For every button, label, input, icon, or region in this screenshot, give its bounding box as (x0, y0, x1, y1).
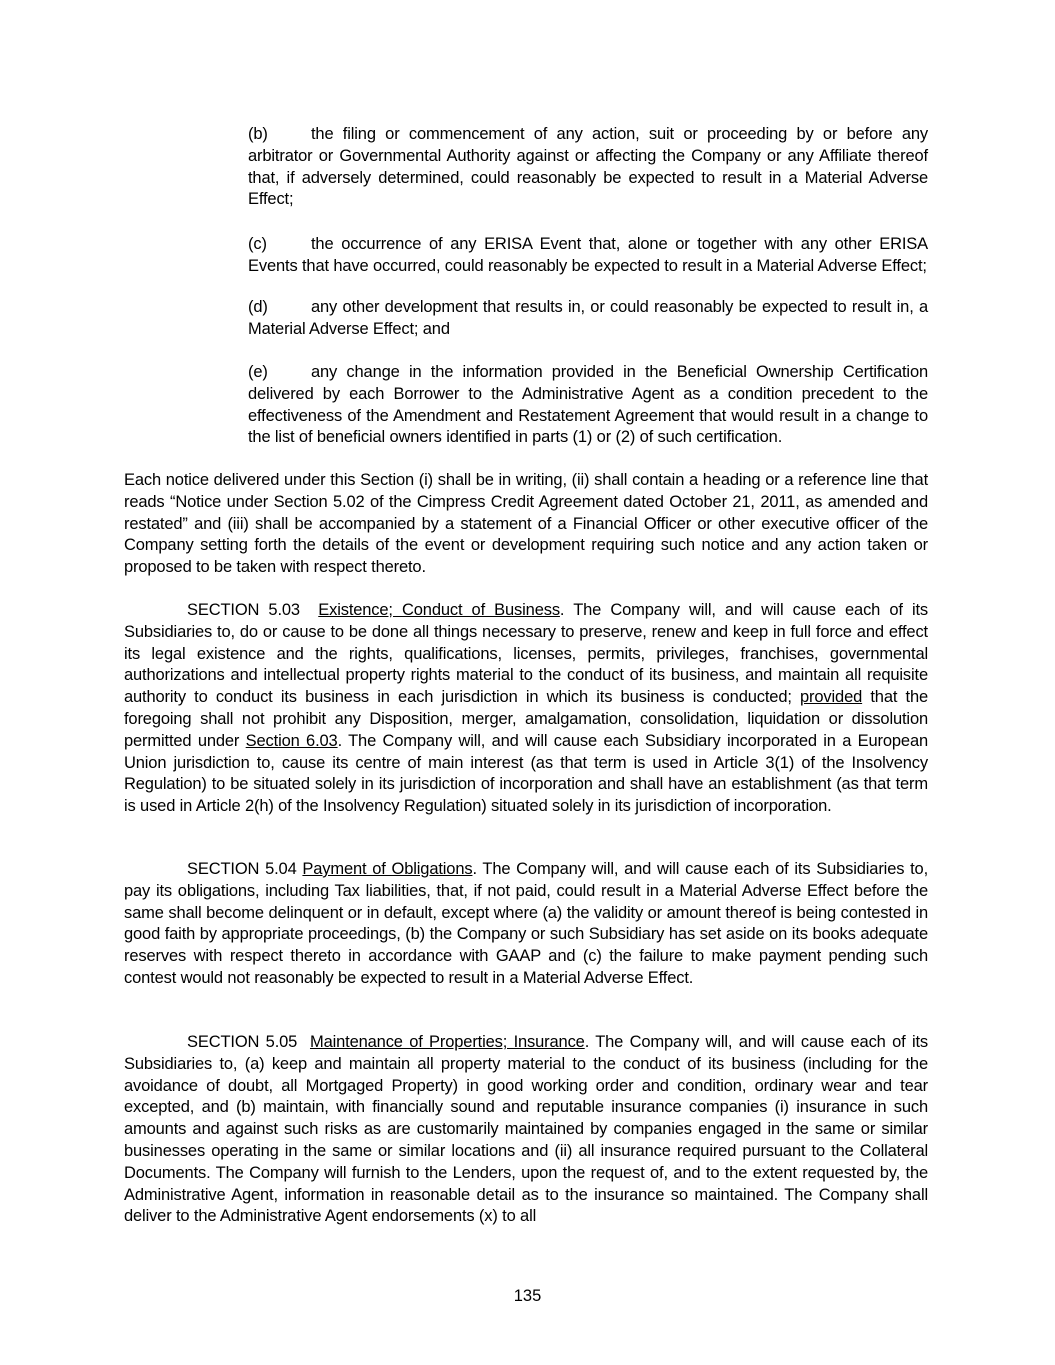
section-text: . The Company will, and will cause each of its Subsidiaries to, do or cause to be done all things necessary to preserve, renew and keep in full force and effect its legal existence and the rights, qualifications, licenses, permits, privileges, franchises, governmental authorizations and intellectual property rights material to the conduct of its business, and maintain all requisite authority to conduct its business in each jurisdiction in which its business is conducted; (124, 601, 928, 707)
section-text: . The Company will, and will cause each Subsidiary incorporated in a European Union jurisdiction to, cause its centre of main interest (as that term is used in Article 3(1) of the Insolvency Regulation) to be situated solely in its jurisdiction of incorporation and shall have an establishment (as that term is used in Article 2(h) of the Insolvency Regulation) situated solely in its jurisdiction of incorporation. (124, 731, 929, 816)
provided-term: provided (800, 688, 863, 707)
section-text: that the foregoing shall not prohibit any Disposition, merger, amalgamation, consolidation, liquidation or dissolution permitted under (124, 688, 928, 750)
clause-label: (e) (248, 363, 268, 381)
section-5-05 (124, 1032, 928, 1228)
section-title: Maintenance of Properties; Insurance (309, 1033, 585, 1051)
section-number: SECTION 5.05 (187, 1033, 298, 1051)
section-text: . The Company will, and will cause each of its Subsidiaries to, (a) keep and maintain all property material to the conduct of its business (including for the avoidance of doubt, all Mortgaged Property) in good working order and condition, ordinary wear and tear excepted, and (b) maintain, with financially sound and reputable insurance companies (i) insurance in such amounts and against such risks as are customarily maintained by companies engaged in the same or similar businesses operating in the same or similar locations and (ii) all insurance required pursuant to the Collateral Documents. The Company will furnish to the Lenders, upon the request of, and to the extent requested by, the Administrative Agent, information in reasonable detail as to the insurance so maintained. The Company shall deliver to the Administrative Agent endorsements (x) to all (124, 1033, 929, 1226)
clause-text: the occurrence of any ERISA Event that, alone or together with any other ERISA Events that have occurred, could reasonably be expected to result in a Material Adverse Effect; (248, 235, 928, 275)
clause-text: any change in the information provided in the Beneficial Ownership Certification delivered by each Borrower to the Administrative Agent as a condition precedent to the effectiveness of the Amendment and Restatement Agreement that would result in a change to the list of beneficial owners identified in parts (1) or (2) of such certification. (248, 363, 928, 447)
clause-c (187, 234, 928, 278)
section-number: SECTION 5.03 (187, 601, 300, 619)
section-text: . The Company will, and will cause each of its Subsidiaries to, pay its obligations, including Tax liabilities, that, if not paid, could result in a Material Adverse Effect before the same shall become delinquent or in default, except where (a) the validity or amount thereof is being contested in good faith by appropriate proceedings, (b) the Company or such Subsidiary has set aside on its books adequate reserves with respect thereto in accordance with GAAP and (c) the failure to make payment pending such contest would not reasonably be expected to result in a Material Adverse Effect. (124, 860, 929, 987)
clause-text: any other development that results in, or could reasonably be expected to result in, a Material Adverse Effect; and (248, 298, 928, 338)
section-reference: Section 6.03 (245, 731, 338, 750)
clause-b (187, 124, 928, 211)
section-title: Payment of Obligations (302, 860, 473, 878)
page-number: 135 (513, 1287, 542, 1305)
clause-label: (c) (248, 235, 267, 253)
clause-text: the filing or commencement of any action, suit or proceeding by or before any arbitrator or Governmental Authority against or affecting the Company or any Affiliate thereof that, if adversely determined, could reasonably be expected to result in a Material Adverse Effect; (248, 125, 928, 209)
section-number: SECTION 5.04 (187, 860, 297, 878)
clause-label: (b) (248, 125, 268, 143)
section-5-03 (124, 600, 928, 818)
clause-e (187, 362, 928, 449)
section-5-04 (124, 859, 928, 990)
clause-d (187, 297, 928, 341)
clause-label: (d) (248, 298, 268, 316)
notice-paragraph: Each notice delivered under this Section (i) shall be in writing, (ii) shall contain a heading or a reference line that reads “Notice under Section 5.02 of the Cimpress Credit Agreement dated October 21, 2011, as amended and restated” and (iii) shall be accompanied by a statement of a Financial Officer or other executive officer of the Company setting forth the details of the event or development requiring such notice and any action taken or proposed to be taken with respect thereto. (124, 471, 928, 577)
section-title: Existence; Conduct of Business (318, 601, 560, 619)
